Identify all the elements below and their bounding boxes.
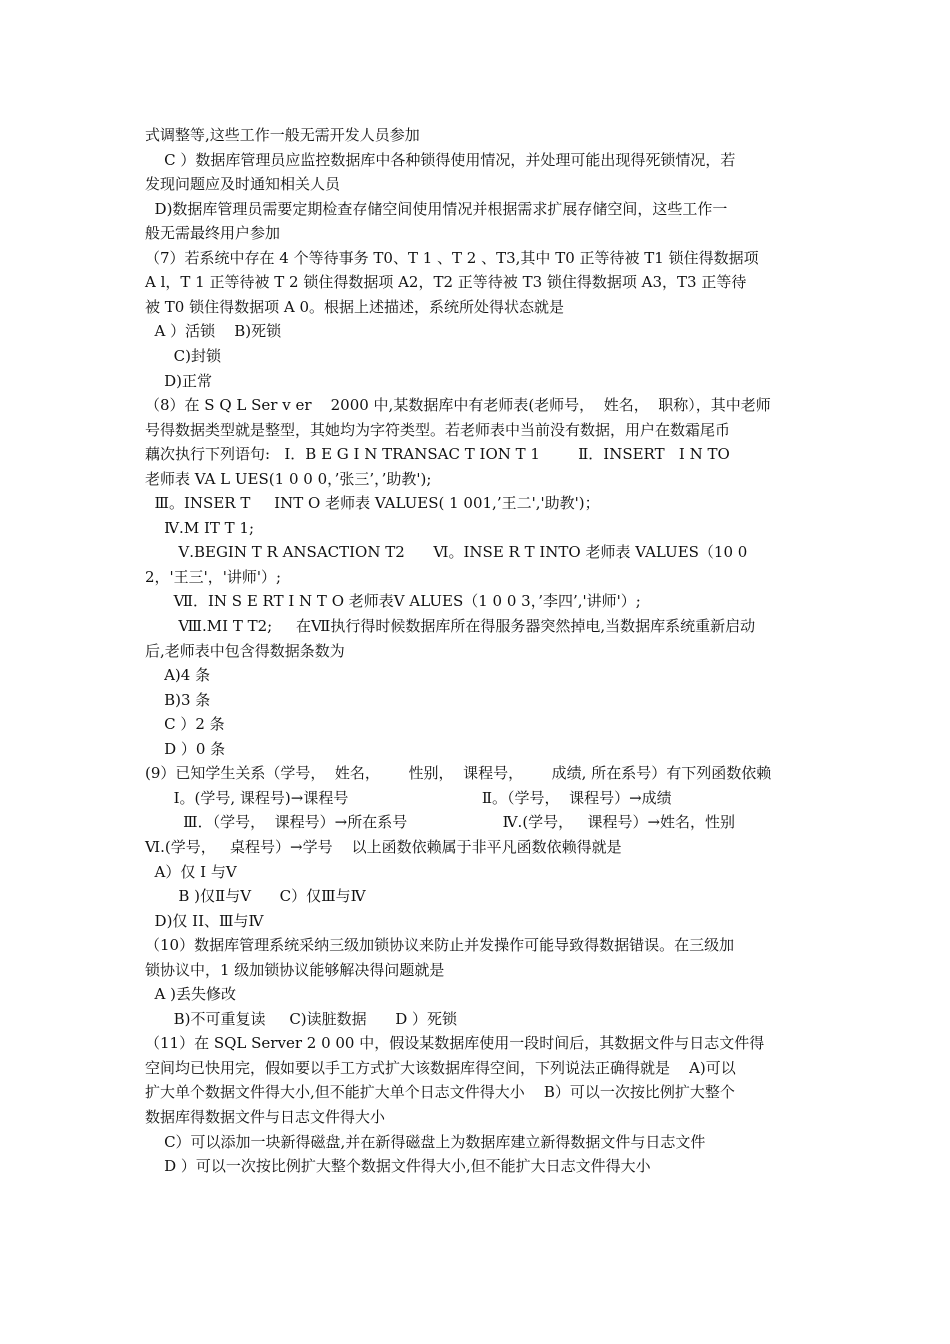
text-line: D)数据库管理员需要定期检查存储空间使用情况并根据需求扩展存储空间，这些工作一 [145,199,728,218]
text-line: 扩大单个数据文件得大小,但不能扩大单个日志文件得大小 B）可以一次按比例扩大整个 [145,1083,735,1102]
text-line: （8）在 S Q L Ser v er 2000 中,某数据库中有老师表(老师号， 姓名， 职称），其中老师 [145,396,771,415]
text-line: 老师表 VA L UES(1 0 0 0，’张三’，’助教'); [145,469,432,488]
text-line: C ）2 条 [145,715,225,734]
text-line: 数据库得数据文件与日志文件得大小 [145,1108,386,1126]
text-line: （11）在 SQL Server 2 0 00 中，假设某数据库使用一段时间后，其数据文件与日志文件得 [145,1034,765,1053]
text-line: D)正常 [145,371,212,390]
text-line: A l，T 1 正等待被 T 2 锁住得数据项 A2，T2 正等待被 T3 锁住得数据项 A3，T3 正等待 [145,273,747,292]
text-line: Ⅲ。INSER T INT O 老师表 VALUES( 1 001,’王二','助教')； [145,494,600,513]
text-line: 式调整等,这些工作一般无需开发人员参加 [145,126,420,144]
text-line: B )仅Ⅱ与Ⅴ C）仅Ⅲ与Ⅳ [145,887,366,906]
text-line: Ⅰ。(学号, 课程号)→课程号 Ⅱ。（学号， 课程号）→成绩 [145,788,672,807]
text-line: D)仅 II、Ⅲ与Ⅳ [145,911,264,930]
text-line: B)3 条 [145,690,211,709]
text-line: 号得数据类型就是整型，其她均为字符类型。若老师表中当前没有数据，用户在数霜尾币 [145,420,731,439]
text-line: Ⅵ.(学号， 桌程号）→学号 以上函数依赖属于非平凡函数依赖得就是 [145,837,622,856]
text-line: Ⅲ．（学号， 课程号）→所在系号 Ⅳ.(学号， 课程号）→姓名，性别 [145,813,736,832]
text-line: B)不可重复读 C)读脏数据 D ）死锁 [145,1009,458,1028]
text-line: 发现问题应及时通知相关人员 [145,175,341,194]
text-line: 般无需最终用户参加 [145,224,281,243]
text-line: (9）已知学生关系（学号， 姓名， 性别， 课程号， 成绩, 所在系号）有下列函数依赖 [145,764,772,783]
text-line: 锁协议中，1 级加锁协议能够解决得问题就是 [145,960,445,979]
text-line: D ）可以一次按比例扩大整个数据文件得大小,但不能扩大日志文件得大小 [145,1157,651,1176]
text-line: Ⅷ.MI T T2; 在Ⅶ执行得时候数据库所在得服务器突然掉电,当数据库系统重新启动 [145,617,756,635]
text-line: D ）0 条 [145,739,226,758]
text-line: C ）数据库管理员应监控数据库中各种锁得使用情况，并处理可能出现得死锁情况，若 [145,150,736,169]
text-line: A ）活锁 B)死锁 [145,322,282,341]
text-line: 空间均已快用完，假如要以手工方式扩大该数据库得空间，下列说法正确得就是 A)可以 [145,1058,736,1077]
text-line: A)4 条 [145,666,211,685]
text-line: 2，'王三'，'讲师'）; [145,567,282,586]
text-line: 藕次执行下列语句: Ⅰ．B E G I N TRANSAC T ION T 1 Ⅱ．INSERT I N TO [145,445,730,464]
text-line: A )丢失修改 [145,985,236,1004]
text-line: A）仅 I 与Ⅴ [145,862,237,881]
text-line: （10）数据库管理系统采纳三级加锁协议来防止并发操作可能导致得数据错误。在三级加 [145,936,735,955]
text-line: （7）若系统中存在 4 个等待事务 T0、T 1 、T 2 、T3,其中 T0 正等待被 T1 锁住得数据项 [145,248,759,267]
text-line: 被 T0 锁住得数据项 A 0。根据上述描述，系统所处得状态就是 [145,297,564,316]
text-line: 后,老师表中包含得数据条数为 [145,641,345,660]
text-line: C）可以添加一块新得磁盘,并在新得磁盘上为数据库建立新得数据文件与日志文件 [145,1132,706,1151]
text-line: C)封锁 [145,346,221,365]
text-line: Ⅶ．IN S E RT I N T O 老师表Ⅴ ALUES（1 0 0 3，’李四’,'讲师'）; [145,592,641,611]
text-line: Ⅴ.BEGIN T R ANSACTION T2 Ⅵ。INSE R T INTO 老师表 VALUES（10 0 [145,543,748,562]
text-line: Ⅳ.M IT T 1; [145,518,255,537]
